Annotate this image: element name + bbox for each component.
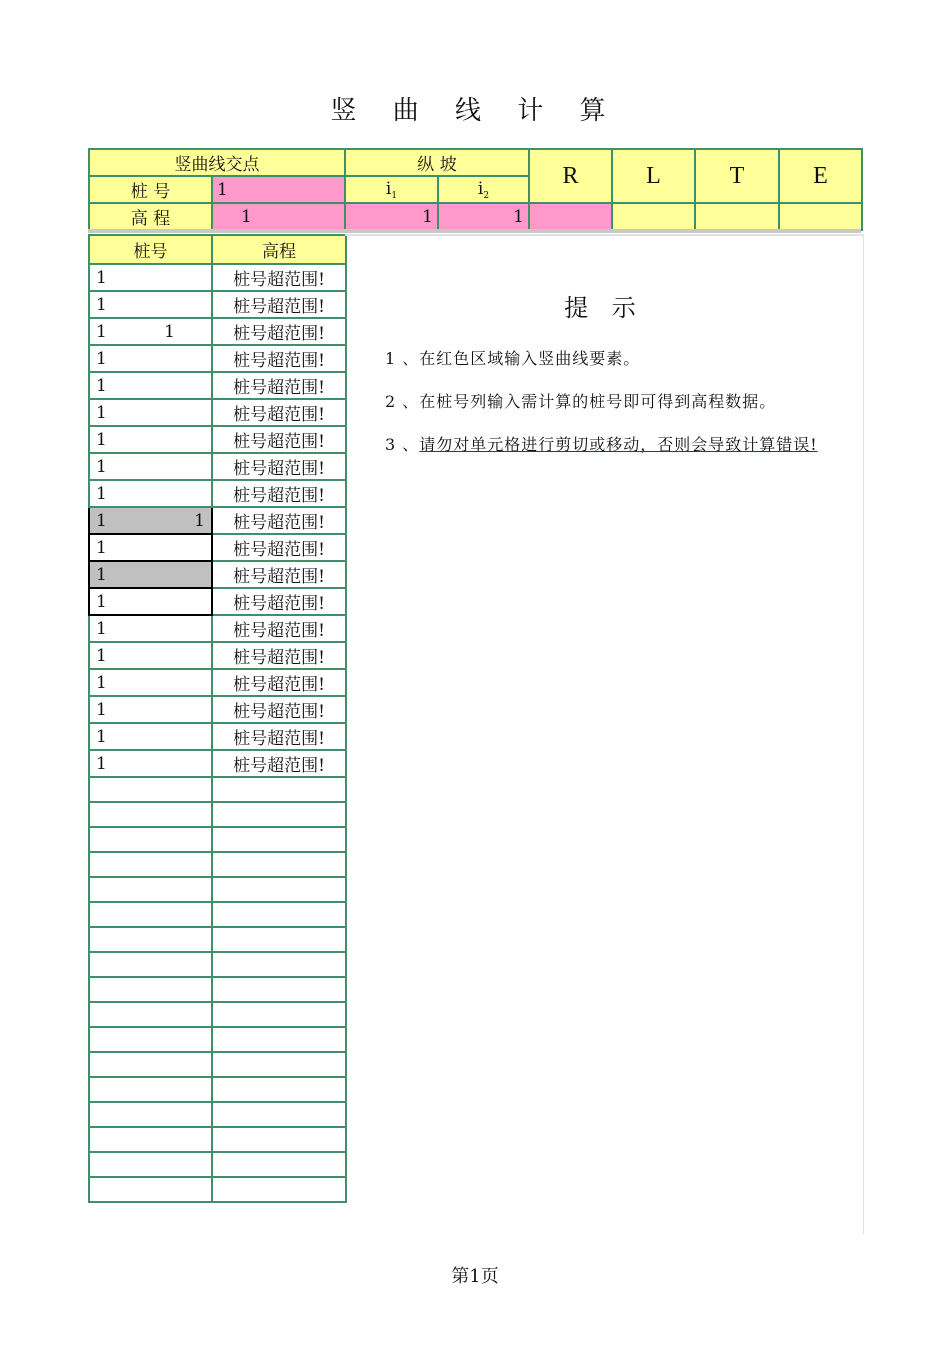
station-cell[interactable] <box>89 426 212 453</box>
table-row <box>89 291 346 318</box>
table-row <box>89 588 346 615</box>
elevation-cell: 桩号超范围! <box>212 453 346 480</box>
external-value <box>779 203 862 230</box>
station-cell[interactable] <box>89 827 212 852</box>
radius-header: R <box>529 149 612 203</box>
page-title: 竖 曲 线 计 算 <box>330 96 620 126</box>
elevation-cell: 桩号超范围! <box>212 426 346 453</box>
station-cell[interactable] <box>89 877 212 902</box>
station-cell[interactable] <box>89 1127 212 1152</box>
elevation-cell <box>212 1177 346 1202</box>
station-value: 1 <box>96 429 107 450</box>
station-value: 1 <box>96 699 107 720</box>
table-row <box>89 480 346 507</box>
i1-subscript: 1 <box>391 190 398 201</box>
station-cell[interactable] <box>89 696 212 723</box>
elevation-cell <box>212 827 346 852</box>
station-cell[interactable] <box>89 453 212 480</box>
elevation-cell: 桩号超范围! <box>212 507 346 534</box>
station-cell[interactable] <box>89 927 212 952</box>
table-row <box>89 723 346 750</box>
station-cell[interactable] <box>89 1027 212 1052</box>
elevation-cell: 桩号超范围! <box>212 264 346 291</box>
i1-symbol: i <box>385 178 392 199</box>
col-header-elevation: 高程 <box>212 235 346 264</box>
elevation-cell <box>212 777 346 802</box>
table-row <box>89 399 346 426</box>
elevation-cell: 桩号超范围! <box>212 561 346 588</box>
elevation-cell: 桩号超范围! <box>212 291 346 318</box>
station-cell[interactable] <box>89 750 212 777</box>
elevation-cell <box>212 1102 346 1127</box>
hint-line-3 <box>385 432 818 455</box>
station-value: 1 <box>96 348 107 369</box>
table-row <box>89 642 346 669</box>
i2-label <box>438 176 529 203</box>
station-cell[interactable] <box>89 399 212 426</box>
station-cell[interactable] <box>89 977 212 1002</box>
table-row <box>89 777 346 802</box>
table-row <box>89 561 346 588</box>
table-row <box>89 852 346 877</box>
pvi-station-input[interactable]: 1 <box>212 176 345 203</box>
hint-line-2: 2 、在桩号列输入需计算的桩号即可得到高程数据。 <box>385 392 777 411</box>
grade-header: 纵 坡 <box>345 149 529 176</box>
elevation-cell <box>212 1052 346 1077</box>
station-value: 1 <box>96 753 107 774</box>
station-cell[interactable] <box>89 291 212 318</box>
elevation-cell <box>212 877 346 902</box>
table-row <box>89 1027 346 1052</box>
elevation-label: 高 程 <box>89 203 212 230</box>
station-value: 1 <box>96 645 107 666</box>
length-header: L <box>612 149 695 203</box>
grade2-input[interactable]: 1 <box>438 203 529 230</box>
station-extra: 1 <box>164 321 175 342</box>
hint-title: 提 示 <box>564 294 644 322</box>
elevation-cell: 桩号超范围! <box>212 696 346 723</box>
station-cell[interactable] <box>89 561 212 588</box>
elevation-cell <box>212 977 346 1002</box>
grade1-input[interactable]: 1 <box>345 203 438 230</box>
elevation-cell <box>212 902 346 927</box>
station-value: 1 <box>96 456 107 477</box>
elevation-cell: 桩号超范围! <box>212 723 346 750</box>
station-label: 桩 号 <box>89 176 212 203</box>
table-row <box>89 902 346 927</box>
hint-line-1: 1 、在红色区域输入竖曲线要素。 <box>385 349 641 368</box>
elevation-cell: 桩号超范围! <box>212 480 346 507</box>
external-header: E <box>779 149 862 203</box>
table-row <box>89 318 346 345</box>
station-value: 1 <box>96 537 107 558</box>
table-row <box>89 1002 346 1027</box>
table-row <box>89 802 346 827</box>
elevation-cell <box>212 1002 346 1027</box>
station-cell[interactable] <box>89 345 212 372</box>
radius-input[interactable] <box>529 203 612 230</box>
station-cell[interactable] <box>89 902 212 927</box>
elevation-cell: 桩号超范围! <box>212 588 346 615</box>
table-row <box>89 977 346 1002</box>
elevation-cell: 桩号超范围! <box>212 750 346 777</box>
pvi-header: 竖曲线交点 <box>89 149 345 176</box>
tangent-header: T <box>695 149 779 203</box>
station-cell[interactable] <box>89 534 212 561</box>
station-cell[interactable] <box>89 318 212 345</box>
length-value <box>612 203 695 230</box>
i1-label <box>345 176 438 203</box>
table-row <box>89 534 346 561</box>
station-value: 1 <box>96 321 107 342</box>
elevation-cell <box>212 802 346 827</box>
station-cell[interactable] <box>89 802 212 827</box>
elevation-cell: 桩号超范围! <box>212 318 346 345</box>
elevation-cell: 桩号超范围! <box>212 615 346 642</box>
elevation-cell <box>212 852 346 877</box>
table-row <box>89 927 346 952</box>
station-cell[interactable] <box>89 480 212 507</box>
station-value: 1 <box>96 672 107 693</box>
station-cell[interactable] <box>89 777 212 802</box>
elevation-cell: 桩号超范围! <box>212 399 346 426</box>
table-row <box>89 372 346 399</box>
table-row <box>89 615 346 642</box>
station-cell[interactable] <box>89 723 212 750</box>
table-row <box>89 669 346 696</box>
station-value: 1 <box>96 402 107 423</box>
table-row <box>89 952 346 977</box>
page-number: 第1页 <box>451 1266 499 1287</box>
station-cell[interactable] <box>89 852 212 877</box>
table-shadow <box>88 229 861 233</box>
elevation-cell <box>212 927 346 952</box>
station-value: 1 <box>96 294 107 315</box>
elevation-cell <box>212 952 346 977</box>
station-cell[interactable] <box>89 669 212 696</box>
table-row <box>89 1127 346 1152</box>
station-value: 1 <box>96 483 107 504</box>
elevation-cell <box>212 1127 346 1152</box>
table-row <box>89 1077 346 1102</box>
i2-symbol: i <box>477 178 484 199</box>
elevation-cell: 桩号超范围! <box>212 669 346 696</box>
station-value: 1 <box>96 618 107 639</box>
elevation-cell: 桩号超范围! <box>212 534 346 561</box>
station-cell[interactable] <box>89 1002 212 1027</box>
station-cell[interactable] <box>89 952 212 977</box>
i2-subscript: 2 <box>483 190 490 201</box>
station-cell[interactable] <box>89 642 212 669</box>
station-elevation-table <box>88 234 347 1203</box>
station-cell[interactable] <box>89 1102 212 1127</box>
table-row <box>89 426 346 453</box>
elevation-cell: 桩号超范围! <box>212 345 346 372</box>
curve-parameters-table <box>88 148 863 231</box>
table-row <box>89 877 346 902</box>
table-row <box>89 1177 346 1202</box>
col-header-station: 桩号 <box>89 235 212 264</box>
hint-panel <box>345 234 864 1234</box>
station-cell[interactable] <box>89 615 212 642</box>
table-row <box>89 264 346 291</box>
station-cell[interactable] <box>89 1077 212 1102</box>
table-row <box>89 453 346 480</box>
station-value: 1 <box>96 510 107 531</box>
station-value: 1 <box>96 591 107 612</box>
hint-line-3-warning: 请勿对单元格进行剪切或移动，否则会导致计算错误! <box>419 435 818 454</box>
station-value: 1 <box>96 564 107 585</box>
elevation-cell: 桩号超范围! <box>212 642 346 669</box>
station-cell[interactable] <box>89 1152 212 1177</box>
station-cell[interactable] <box>89 264 212 291</box>
pvi-elevation-input[interactable]: 1 <box>212 203 345 230</box>
table-row <box>89 750 346 777</box>
station-cell[interactable] <box>89 588 212 615</box>
station-cell[interactable] <box>89 1177 212 1202</box>
station-value: 1 <box>96 267 107 288</box>
table-row <box>89 507 346 534</box>
table-row <box>89 1052 346 1077</box>
elevation-cell <box>212 1077 346 1102</box>
table-row <box>89 1102 346 1127</box>
table-row <box>89 1152 346 1177</box>
elevation-cell <box>212 1152 346 1177</box>
table-row <box>89 696 346 723</box>
station-cell[interactable] <box>89 372 212 399</box>
tangent-value <box>695 203 779 230</box>
station-extra: 1 <box>194 510 205 531</box>
elevation-cell <box>212 1027 346 1052</box>
table-row <box>89 345 346 372</box>
station-cell[interactable] <box>89 507 212 534</box>
table-row <box>89 827 346 852</box>
station-value: 1 <box>96 726 107 747</box>
station-cell[interactable] <box>89 1052 212 1077</box>
station-value: 1 <box>96 375 107 396</box>
elevation-cell: 桩号超范围! <box>212 372 346 399</box>
hint-line-3-prefix: 3 、 <box>385 435 420 454</box>
